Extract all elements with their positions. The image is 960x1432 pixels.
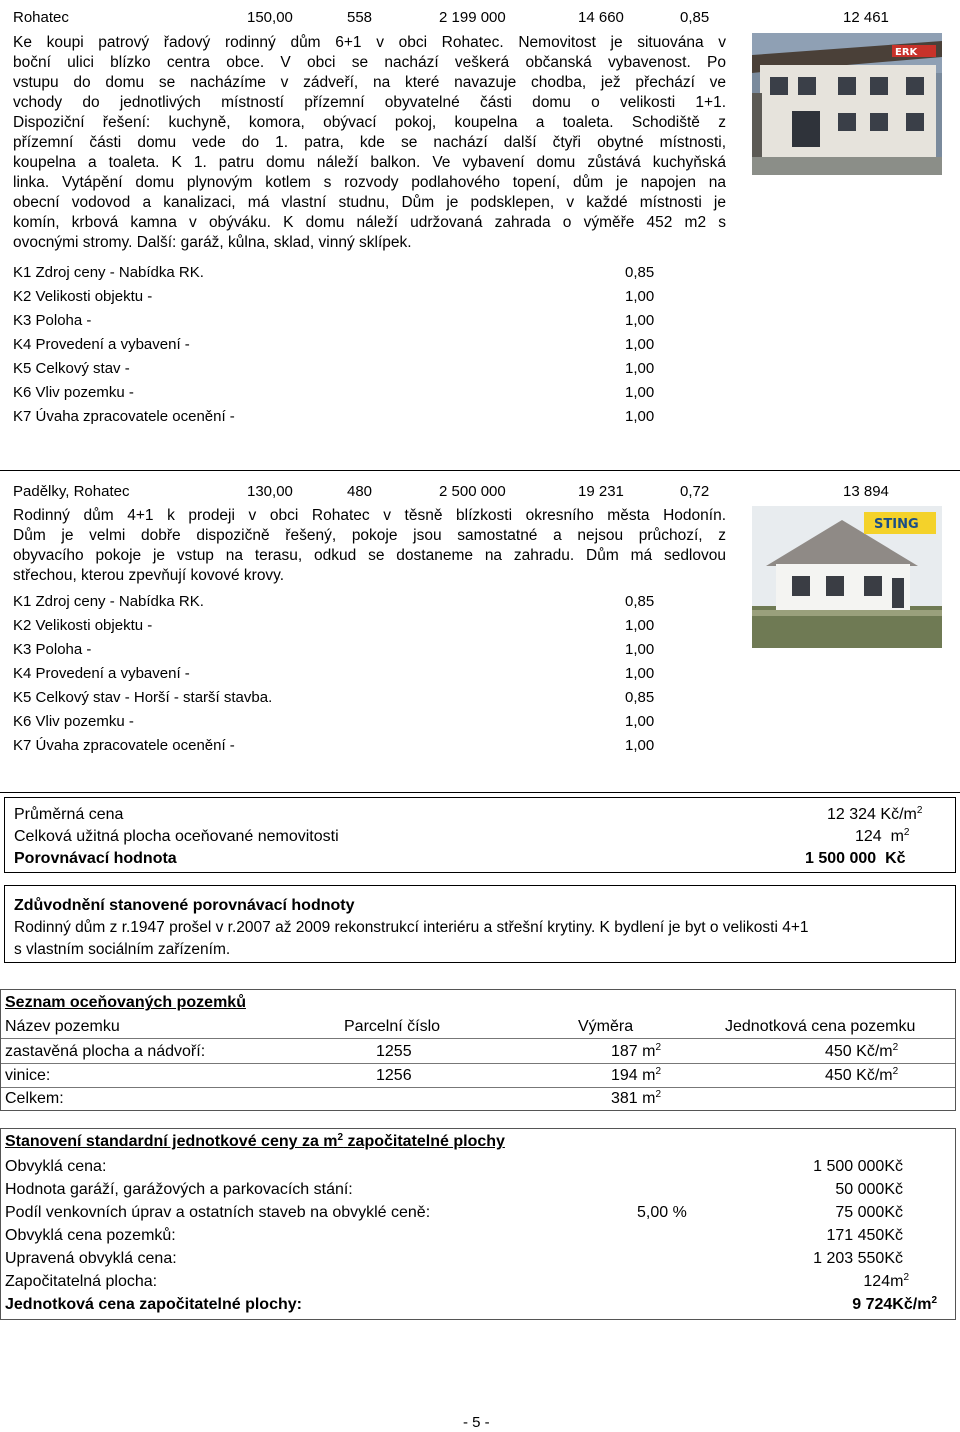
listing-1-location: Rohatec <box>13 9 69 26</box>
coefficient-label: K3 Poloha - <box>13 312 92 329</box>
adjusted-price-value: 1 203 550Kč <box>813 1250 903 1267</box>
coefficient-row <box>13 641 673 661</box>
coefficient-label: K1 Zdroj ceny - Nabídka RK. <box>13 593 204 610</box>
coefficient-value: 1,00 <box>625 384 655 401</box>
listing-2-area: 130,00 <box>247 483 293 500</box>
coefficient-row <box>13 408 673 428</box>
garage-value: 50 000Kč <box>835 1181 903 1198</box>
land-header-parcel: Parcelní číslo <box>344 1018 441 1035</box>
listing-1-house-photo <box>752 33 942 175</box>
land-row-2-area: 194 $m^2$ <box>611 1066 662 1084</box>
land-total-area: 381 $m^2$ <box>611 1089 662 1107</box>
justification-line-2: s vlastním sociálním zařízením. <box>14 941 231 958</box>
justification-title: Zdůvodnění stanovené porovnávací hodnoty <box>14 897 355 914</box>
listing-2-land: 480 <box>347 483 373 500</box>
listing-2-photo-logo: STING <box>874 517 919 532</box>
listing-1-area: 150,00 <box>247 9 293 26</box>
countable-area-label: Započitatelná plocha: <box>5 1273 158 1290</box>
land-row-1-area: 187 $m^2$ <box>611 1042 662 1060</box>
average-price-label: Průměrná cena <box>14 806 124 823</box>
coefficient-row <box>13 617 673 637</box>
listing-2-house-photo <box>752 506 942 648</box>
coefficient-value: 0,85 <box>625 689 655 706</box>
listing-1-adjusted-price: 12 461 <box>843 9 889 26</box>
countable-area-value: $124m^2$ <box>863 1272 909 1290</box>
land-row-2-price: 450 $Kč/m^2$ <box>825 1066 899 1084</box>
total-area-label: Celková užitná plocha oceňované nemovitosti <box>14 828 339 845</box>
summary-box <box>4 797 956 873</box>
listing-2-adjusted-price: 13 894 <box>843 483 889 500</box>
usual-price-label: Obvyklá cena: <box>5 1158 107 1175</box>
listing-1-description: Ke koupi patrový řadový rodinný dům 6+1 v obci Rohatec. Nemovitost je situována v boční ulici blízko centra obce. V obci se nachází veškerá občanská vybavenost. Po vstupu do domu se nacházíme v zádveří, na které navazuje chodba, jež přechází ve vchody do jednotlivých místností přízemní obyvatelné části domu o velikosti 1+1. Dispoziční řešení: kuchyně, komora, obývací pokoj, koupelna a toaleta. Schodiště z přízemní části domu vede do 1. patra, kde se nachází další čtyři obytné místnosti, koupelna a toaleta. K 1. patru domu náleží balkon. Ve vybavení domu zůstává kuchyňská <box>13 34 726 171</box>
coefficient-row <box>13 288 673 308</box>
land-row-2-name: vinice: <box>5 1067 51 1084</box>
listing-2-price-per-m2: 19 231 <box>578 483 624 500</box>
page-number: - 5 - <box>463 1414 490 1431</box>
usual-price-value: 1 500 000Kč <box>813 1158 903 1175</box>
standard-price-box <box>0 1128 956 1320</box>
land-row-2-parcel: 1256 <box>376 1067 412 1084</box>
adjusted-price-label: Upravená obvyklá cena: <box>5 1250 177 1267</box>
coefficient-value: 1,00 <box>625 336 655 353</box>
coefficient-label: K3 Poloha - <box>13 641 92 658</box>
listing-1-coefficient: 0,85 <box>680 9 710 26</box>
land-price-value: 171 450Kč <box>826 1227 903 1244</box>
coefficient-row <box>13 713 673 733</box>
coefficient-label: K5 Celkový stav - Horší - starší stavba. <box>13 689 273 706</box>
listing-1-land: 558 <box>347 9 373 26</box>
outdoor-share-value: 75 000Kč <box>835 1204 903 1221</box>
coefficient-label: K4 Provedení a vybavení - <box>13 336 190 353</box>
coefficient-row <box>13 264 673 284</box>
listing-1-price: 2 199 000 <box>439 9 506 26</box>
coefficient-value: 1,00 <box>625 665 655 682</box>
separator-1 <box>0 470 960 471</box>
land-row-1-name: zastavěná plocha a nádvoří: <box>5 1043 206 1060</box>
land-row-1-parcel: 1255 <box>376 1043 412 1060</box>
justification-box <box>4 885 956 963</box>
coefficient-row <box>13 593 673 613</box>
coefficient-value: 1,00 <box>625 617 655 634</box>
coefficient-value: 1,00 <box>625 408 655 425</box>
land-row-divider-2 <box>1 1087 955 1088</box>
coefficient-value: 1,00 <box>625 288 655 305</box>
coefficient-row <box>13 312 673 332</box>
coefficient-row <box>13 737 673 757</box>
listing-1-description-cont: linka. Vytápění domu plynovým kotlem s rozvody podlahového topení, dům je napojen na obecní vodovod a kanalizaci, má vlastní studnu, Dům je podsklepen, v každé místnosti je komín, krbová kamna v obýváku. K domu náleží udržovaná zahrada o výměře 452 m2 s ovocnými stromy. Další: garáž, kůlna, sklad, vinný sklípek. <box>13 174 726 251</box>
garage-value-label: Hodnota garáží, garážových a parkovacích stání: <box>5 1181 353 1198</box>
listing-1-photo-logo: ERK <box>895 47 918 58</box>
coefficient-label: K6 Vliv pozemku - <box>13 384 134 401</box>
listing-1-price-per-m2: 14 660 <box>578 9 624 26</box>
coefficient-value: 0,85 <box>625 593 655 610</box>
total-area-value: 124 $m^2$ <box>855 827 910 845</box>
coefficient-value: 1,00 <box>625 312 655 329</box>
land-row-1-price: 450 $Kč/m^2$ <box>825 1042 899 1060</box>
coefficient-label: K6 Vliv pozemku - <box>13 713 134 730</box>
outdoor-share-percent: 5,00 % <box>637 1204 687 1221</box>
coefficient-row <box>13 689 673 709</box>
coefficient-value: 0,85 <box>625 264 655 281</box>
listing-2-coefficient: 0,72 <box>680 483 710 500</box>
coefficient-row <box>13 384 673 404</box>
land-row-divider-1 <box>1 1063 955 1064</box>
coefficient-label: K2 Velikosti objektu - <box>13 617 153 634</box>
coefficient-label: K2 Velikosti objektu - <box>13 288 153 305</box>
land-table <box>0 989 956 1111</box>
land-header-divider <box>1 1038 955 1039</box>
listing-2-location: Padělky, Rohatec <box>13 483 130 500</box>
standard-price-title: Stanovení standardní jednotkové ceny za $m^2$ započitatelné plochy <box>5 1132 505 1150</box>
coefficient-label: K7 Úvaha zpracovatele ocenění - <box>13 408 235 425</box>
coefficient-row <box>13 336 673 356</box>
land-header-price: Jednotková cena pozemku <box>725 1018 916 1035</box>
coefficient-row <box>13 360 673 380</box>
justification-line-1: Rodinný dům z r.1947 prošel v r.2007 až 2009 rekonstrukcí interiéru a střešní krytiny. K bydlení je byt o velikosti 4+1 <box>14 919 809 936</box>
outdoor-share-label: Podíl venkovních úprav a ostatních staveb na obvyklé ceně: <box>5 1204 431 1221</box>
land-price-label: Obvyklá cena pozemků: <box>5 1227 176 1244</box>
land-total-label: Celkem: <box>5 1090 64 1107</box>
listing-2-description: Rodinný dům 4+1 k prodeji v obci Rohatec v těsně blízkosti okresního města Hodonín. Dům je velmi dobře dispozičně řešený, pokoje jsou samostatné a nejsou průchozí, z obyvacího pokoje je vstup na terasu, odkud se dostaneme na zahradu. Dům má sedlovou střechou, kterou zpevňují kovové krovy. <box>13 507 726 584</box>
coefficient-label: K5 Celkový stav - <box>13 360 130 377</box>
coefficient-value: 1,00 <box>625 713 655 730</box>
coefficient-label: K7 Úvaha zpracovatele ocenění - <box>13 737 235 754</box>
coefficient-value: 1,00 <box>625 737 655 754</box>
unit-price-label: Jednotková cena započitatelné plochy: <box>5 1296 302 1313</box>
coefficient-label: K4 Provedení a vybavení - <box>13 665 190 682</box>
coefficient-value: 1,00 <box>625 641 655 658</box>
land-header-name: Název pozemku <box>5 1018 120 1035</box>
coefficient-row <box>13 665 673 685</box>
coefficient-value: 1,00 <box>625 360 655 377</box>
listing-2-price: 2 500 000 <box>439 483 506 500</box>
land-table-title: Seznam oceňovaných pozemků <box>5 994 246 1011</box>
unit-price-value: 9 $724Kč/m^2$ <box>852 1295 937 1313</box>
comparative-value: 1 500 000 Kč <box>805 850 906 867</box>
land-header-area: Výměra <box>578 1018 634 1035</box>
separator-2 <box>0 792 960 793</box>
average-price-value: 12 324 $Kč/m^2$ <box>827 805 923 823</box>
coefficient-label: K1 Zdroj ceny - Nabídka RK. <box>13 264 204 281</box>
comparative-value-label: Porovnávací hodnota <box>14 850 177 867</box>
